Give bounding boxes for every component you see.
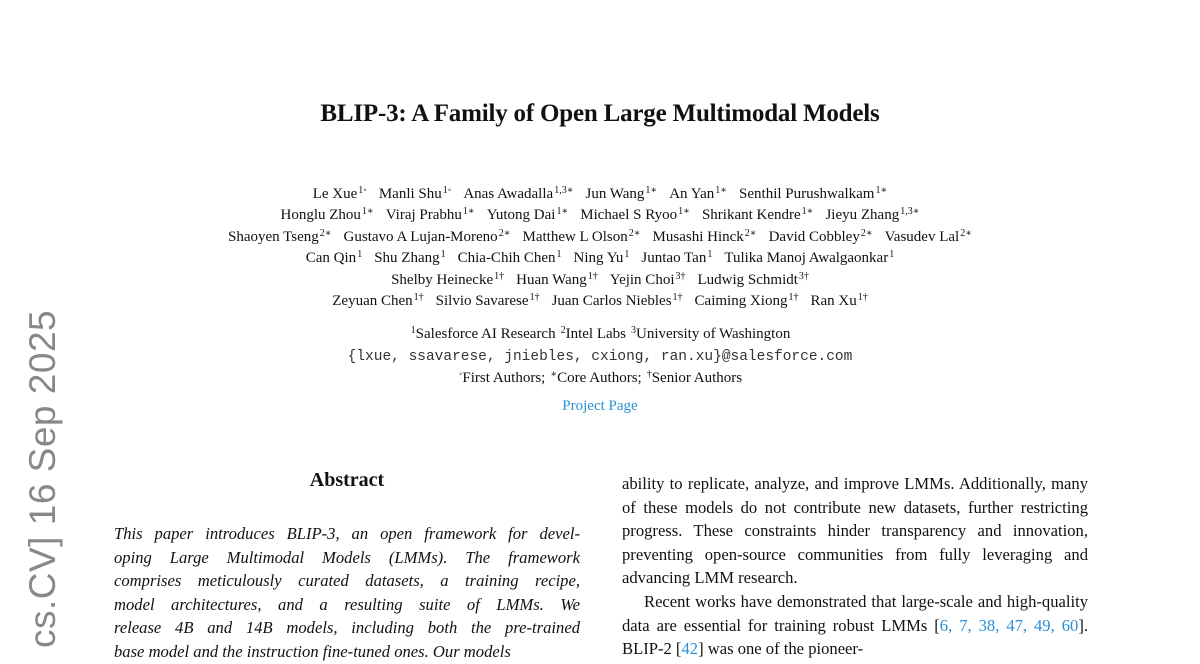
author-marks: 2∗ bbox=[628, 227, 641, 239]
role-mark: ∗ bbox=[550, 369, 558, 380]
author-name-text: Chia-Chih Chen bbox=[457, 250, 556, 267]
author-name bbox=[391, 272, 504, 288]
author-name-text: Shu Zhang bbox=[374, 250, 440, 267]
author-marks: 1 bbox=[889, 249, 895, 261]
author-name-text: Senthil Purushwalkam bbox=[739, 186, 875, 202]
arxiv-watermark: cs.CV] 16 Sep 2025 bbox=[22, 309, 63, 648]
author-name-text: Caiming Xiong bbox=[694, 293, 788, 310]
author-line bbox=[0, 227, 1200, 248]
author-name-text: Yutong Dai bbox=[486, 207, 556, 224]
affiliation bbox=[630, 326, 790, 342]
author-name bbox=[574, 250, 630, 266]
author-name-text: Silvio Savarese bbox=[435, 293, 529, 310]
author-name-text: Huan Wang bbox=[516, 271, 587, 288]
paper-title: BLIP-3: A Family of Open Large Multimodal Models bbox=[320, 100, 880, 127]
author-marks: 3† bbox=[675, 270, 686, 282]
author-name bbox=[669, 186, 727, 202]
affiliation bbox=[560, 326, 626, 342]
author-name bbox=[580, 207, 690, 223]
intro-paragraph: ability to replicate, analyze, and improve LMMs. Additionally, many of these models do not contribute new datasets, further restricting progress. These constraints hinder transparency and innovation, preventing open-source communities from fully leveraging and advancing LMM research. bbox=[622, 474, 1088, 588]
author-name bbox=[374, 250, 445, 266]
abstract-line: base model and the instruction fine-tuned ones. Our models bbox=[114, 641, 511, 661]
role-text: Core Authors; bbox=[557, 370, 642, 386]
author-name bbox=[810, 293, 867, 309]
author-marks: 1◦ bbox=[442, 185, 452, 196]
author-role bbox=[549, 370, 641, 386]
citation-link[interactable]: 7, 38, 47, 49, 60 bbox=[959, 615, 1079, 635]
author-name-text: Michael S Ryoo bbox=[580, 207, 678, 224]
citation-link[interactable]: 42 bbox=[681, 639, 699, 659]
paragraph-text: ] was one of the pioneer- bbox=[698, 639, 864, 659]
author-line bbox=[0, 291, 1200, 312]
author-name bbox=[695, 293, 799, 309]
author-name bbox=[344, 229, 511, 245]
author-name bbox=[379, 186, 451, 202]
author-name bbox=[769, 229, 873, 245]
author-name-text: Can Qin bbox=[305, 250, 357, 267]
author-marks: 1∗ bbox=[678, 206, 690, 218]
author-name bbox=[522, 229, 640, 245]
affiliation-number: 1 bbox=[410, 325, 416, 336]
author-name bbox=[552, 293, 683, 309]
author-name bbox=[885, 229, 972, 245]
paragraph-text: Recent works have demonstrated that large-scale and high-quality data are essential for training robust LMMs [ bbox=[622, 591, 1088, 635]
role-mark: ◦ bbox=[458, 369, 463, 380]
abstract-heading: Abstract bbox=[309, 469, 385, 491]
affiliation bbox=[410, 326, 556, 342]
author-marks: 1† bbox=[587, 270, 598, 282]
abstract-line: oping Large Multimodal Models (LMMs). The framework bbox=[114, 547, 580, 567]
abstract-line: This paper introduces BLIP-3, an open framework for devel- bbox=[114, 524, 580, 543]
affiliation-name: Salesforce AI Research bbox=[415, 326, 556, 342]
author-marks: 1† bbox=[529, 292, 540, 304]
author-name-text: Juan Carlos Niebles bbox=[551, 293, 672, 310]
author-name bbox=[313, 186, 367, 202]
author-name bbox=[386, 207, 475, 223]
author-name-text: Juntao Tan bbox=[641, 250, 707, 267]
project-page-link[interactable]: Project Page bbox=[562, 397, 638, 414]
author-marks: 1 bbox=[440, 249, 446, 261]
affiliation-number: 2 bbox=[560, 325, 566, 336]
intro-paragraph-2 bbox=[622, 590, 1088, 661]
role-mark: † bbox=[646, 369, 652, 380]
author-marks: 1† bbox=[788, 292, 799, 304]
abstract-line: release 4B and 14B models, including both the pre-trained bbox=[114, 618, 580, 638]
intro-right-column bbox=[622, 472, 1088, 661]
author-name-text: Ning Yu bbox=[573, 250, 624, 267]
author-line bbox=[0, 248, 1200, 269]
author-name bbox=[458, 250, 562, 266]
author-name-text: Shelby Heinecke bbox=[391, 271, 494, 288]
author-name-text: Jun Wang bbox=[585, 186, 645, 202]
author-marks: 1† bbox=[494, 270, 505, 282]
author-marks: 1† bbox=[672, 292, 683, 304]
email-line bbox=[0, 346, 1200, 369]
author-marks: 1∗ bbox=[645, 185, 658, 196]
author-name bbox=[653, 229, 757, 245]
author-marks: 2∗ bbox=[860, 227, 873, 239]
author-name bbox=[825, 207, 919, 223]
author-line bbox=[0, 184, 1200, 205]
author-name-text: Le Xue bbox=[312, 186, 358, 202]
affiliation-name: University of Washington bbox=[636, 326, 791, 342]
author-name bbox=[306, 250, 362, 266]
author-name bbox=[332, 293, 423, 309]
author-name-text: Ran Xu bbox=[810, 293, 857, 310]
author-role bbox=[458, 370, 545, 386]
author-marks: 2∗ bbox=[960, 227, 972, 239]
author-line bbox=[0, 270, 1200, 291]
author-name bbox=[281, 207, 374, 223]
author-marks: 1 bbox=[556, 249, 562, 261]
author-name-text: Anas Awadalla bbox=[463, 186, 554, 202]
author-name-text: Gustavo A Lujan-Moreno bbox=[343, 228, 498, 245]
author-marks: 1∗ bbox=[556, 206, 569, 218]
affiliation-name: Intel Labs bbox=[565, 326, 626, 342]
author-marks: 1† bbox=[413, 292, 424, 304]
author-marks: 2∗ bbox=[744, 227, 757, 239]
affiliations-block bbox=[0, 324, 1200, 417]
author-roles-line bbox=[0, 368, 1200, 390]
author-name-text: Zeyuan Chen bbox=[332, 293, 413, 310]
author-name-text: Honglu Zhou bbox=[280, 207, 361, 224]
author-name bbox=[724, 250, 894, 266]
author-name-text: Vasudev Lal bbox=[884, 228, 960, 245]
author-name-text: Matthew L Olson bbox=[522, 228, 628, 245]
citation-link[interactable]: 6, bbox=[939, 615, 953, 635]
author-name-text: Ludwig Schmidt bbox=[697, 271, 798, 288]
abstract-line: comprises meticulously curated datasets, a training recipe, bbox=[114, 571, 580, 591]
author-marks: 2∗ bbox=[498, 227, 511, 239]
author-name bbox=[463, 186, 573, 202]
author-name-text: Tulika Manoj Awalgaonkar bbox=[724, 250, 889, 267]
author-name-text: An Yan bbox=[669, 186, 715, 202]
author-marks: 1,3∗ bbox=[900, 206, 920, 218]
author-marks: 1∗ bbox=[462, 206, 475, 218]
author-name-text: Shrikant Kendre bbox=[701, 207, 801, 224]
author-name-text: David Cobbley bbox=[768, 228, 860, 245]
author-name bbox=[610, 272, 686, 288]
author-marks: 1,3∗ bbox=[554, 185, 574, 196]
author-name-text: Yejin Choi bbox=[609, 271, 675, 288]
author-role bbox=[646, 370, 742, 386]
author-name bbox=[702, 207, 814, 223]
author-marks: 1∗ bbox=[801, 206, 814, 218]
author-name bbox=[228, 229, 332, 245]
author-name bbox=[487, 207, 569, 223]
paragraph-text: ]. BLIP-2 [ bbox=[622, 615, 1088, 659]
author-email: {lxue, ssavarese, jniebles, cxiong, ran.xu}@salesforce.com bbox=[347, 348, 853, 365]
author-name bbox=[739, 186, 887, 202]
abstract-line: model architectures, and a resulting suite of LMMs. We bbox=[114, 594, 580, 614]
abstract-body bbox=[114, 522, 580, 664]
role-text: First Authors; bbox=[462, 370, 546, 386]
author-marks: 1 bbox=[357, 249, 363, 261]
author-marks: 1◦ bbox=[358, 185, 367, 196]
author-list bbox=[0, 184, 1200, 312]
author-name-text: Shaoyen Tseng bbox=[227, 228, 319, 245]
author-marks: 1∗ bbox=[715, 185, 728, 196]
author-name-text: Musashi Hinck bbox=[652, 228, 744, 245]
author-name-text: Manli Shu bbox=[378, 186, 442, 202]
author-marks: 1 bbox=[624, 249, 630, 261]
author-name bbox=[436, 293, 540, 309]
author-name bbox=[516, 272, 598, 288]
author-marks: 2∗ bbox=[319, 227, 332, 239]
affiliation-line bbox=[0, 324, 1200, 346]
author-marks: 3† bbox=[798, 270, 809, 282]
author-name bbox=[641, 250, 712, 266]
author-line bbox=[0, 205, 1200, 226]
affiliation-number: 3 bbox=[631, 325, 636, 336]
author-marks: 1† bbox=[857, 292, 868, 304]
author-marks: 1 bbox=[707, 249, 713, 261]
role-text: Senior Authors bbox=[651, 370, 743, 386]
author-marks: 1∗ bbox=[875, 185, 888, 196]
project-line bbox=[0, 396, 1200, 418]
author-name bbox=[585, 186, 657, 202]
author-name bbox=[697, 272, 808, 288]
author-marks: 1∗ bbox=[361, 206, 374, 218]
author-name-text: Jieyu Zhang bbox=[825, 207, 900, 224]
author-name-text: Viraj Prabhu bbox=[385, 207, 462, 224]
